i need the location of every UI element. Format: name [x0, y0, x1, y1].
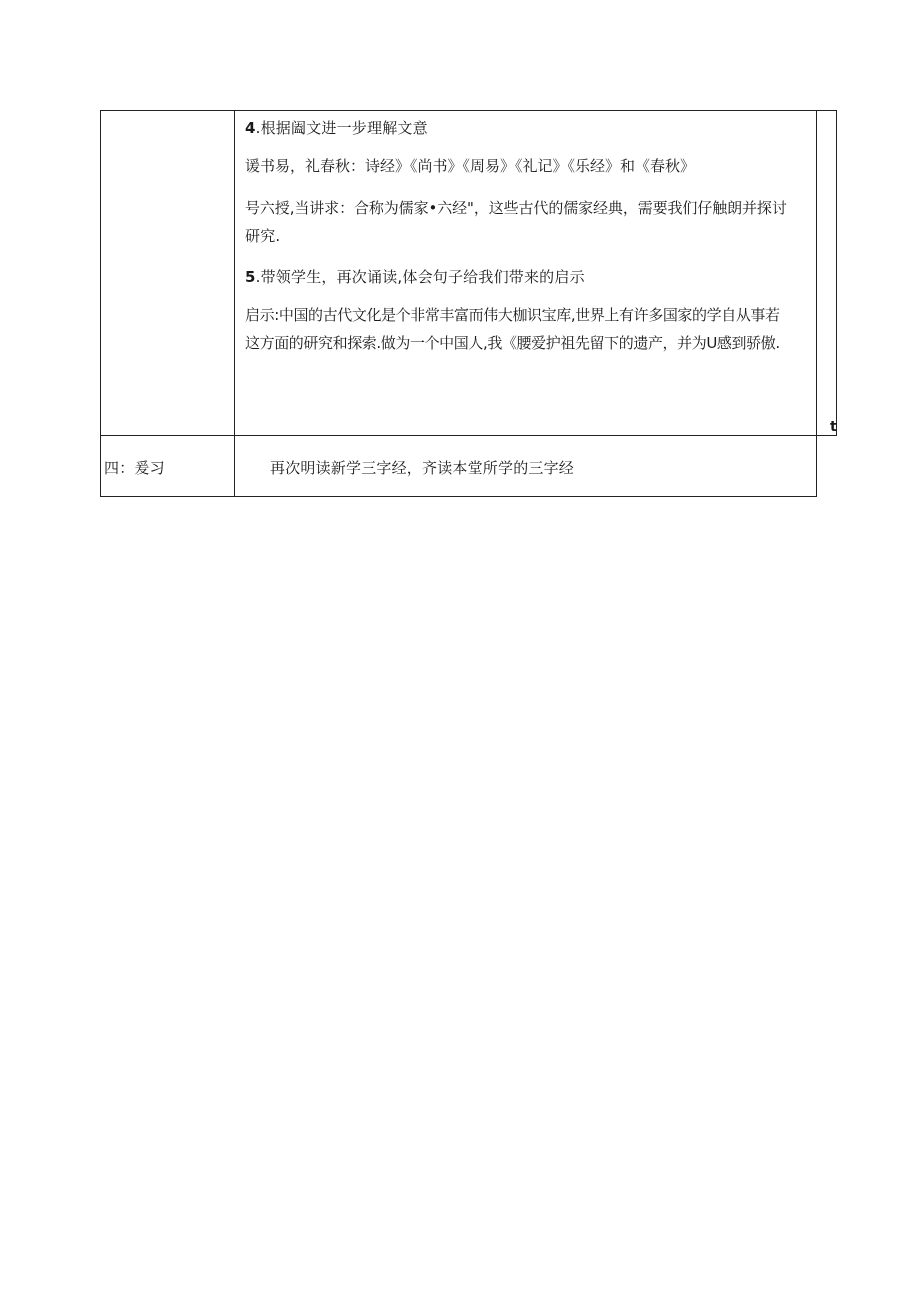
insight-line-2: 这方面的研究和探索.做为一个中国人,我《腰爱护祖先留下的遗产，并为U感到骄傲.	[245, 334, 780, 352]
side-mark: t	[830, 419, 837, 435]
table-row-divider	[100, 435, 837, 436]
table-left-border	[100, 110, 101, 497]
step-5-number: 5	[245, 268, 256, 286]
table-inner-right-border	[816, 110, 817, 497]
step-5-line	[245, 267, 585, 287]
table-col-divider	[234, 110, 235, 497]
row2-content: 再次明读新学三字经，齐读本堂所学的三字经	[270, 459, 575, 477]
step-4-text: .根据阖文进一步理解文意	[255, 119, 428, 137]
six-classics-line-1: 号六授,当讲求：合称为儒家•六经"，这些古代的儒家经典，需要我们仔触朗并探讨	[245, 199, 787, 217]
table-outer-right-border	[836, 110, 837, 436]
insight-line-1: 启示:中国的古代文化是个非常丰富而伟大枷识宝库,世界上有许多国家的学自从事若	[245, 306, 780, 324]
six-classics-line-2: 研究.	[245, 227, 281, 245]
step-5-text: .带领学生，再次诵读,体会句子给我们带来的启示	[255, 268, 585, 286]
step-4-line	[245, 118, 428, 138]
table-top-border	[100, 110, 837, 111]
row2-left-label: 四：爰习	[104, 459, 165, 477]
table-bottom-border	[100, 496, 817, 497]
step-4-number: 4	[245, 119, 256, 137]
books-line: 谖书易，礼春秋：诗经》《尚书》《周易》《礼记》《乐经》和《春秋》	[245, 157, 696, 175]
